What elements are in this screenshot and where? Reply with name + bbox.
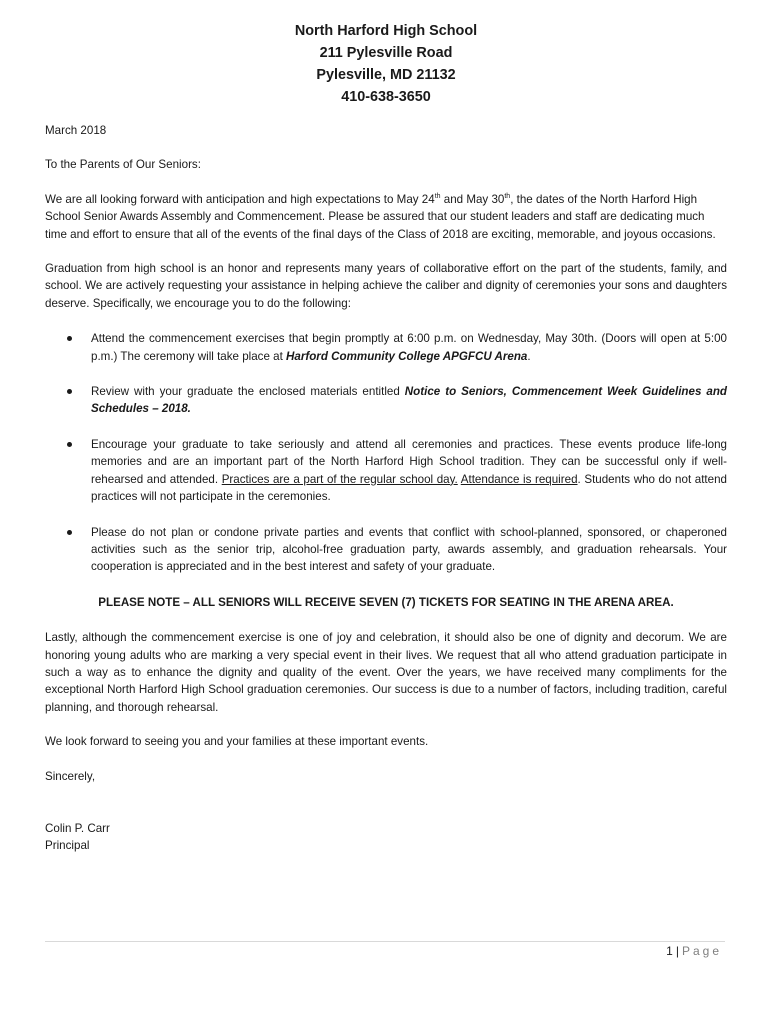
list-item: [45, 383, 727, 418]
intro-text-a: We are all looking forward with anticipation and high expectations to May 24: [45, 192, 435, 206]
request-list: [45, 330, 727, 575]
school-city: Pylesville, MD 21132: [316, 67, 456, 83]
school-street: 211 Pylesville Road: [319, 45, 453, 61]
intro-paragraph: [45, 191, 727, 243]
list-item: [45, 330, 727, 365]
intro-text-b: and May 30: [440, 192, 505, 206]
page-label: Page: [681, 944, 722, 958]
intro-sup-2: th: [504, 192, 511, 200]
signer-title: Principal: [45, 839, 90, 853]
school-name: North Harford High School: [294, 23, 478, 39]
bullet-4-text: Please do not plan or condone private parties and events that conflict with school-planned, sponsored, or chaperoned activities such as the senior trip, alcohol-free graduation party, awards assembly, and graduation rehearsals. Your cooperation is appreciated and in the best interest and safety of your graduate.: [91, 525, 727, 574]
letter-date: March 2018: [45, 124, 107, 137]
list-item: [45, 436, 727, 506]
signature-block: [45, 820, 727, 855]
school-phone: 410-638-3650: [341, 89, 431, 105]
page-footer: [666, 943, 722, 960]
bullet-icon: [67, 442, 72, 447]
signer-name: Colin P. Carr: [45, 821, 110, 835]
page-number: 1: [666, 944, 673, 958]
letter-page: [45, 20, 727, 855]
intro-text-c: , the dates of the North Harford High School Senior Awards Assembly and Commencement. Please be assured that our student leaders and staff are dedicating much time and effort to ensure that all of the events of the final days of the Class of 2018 are exciting, memorable, and joyous occasions.: [45, 192, 716, 241]
list-item: [45, 524, 727, 576]
bullet-3-underline-1: Practices are a part of the regular school day.: [221, 472, 458, 486]
bullet-3-end: . Students who do not attend practices will not participate in the ceremonies.: [91, 472, 727, 504]
footer-divider: [45, 941, 725, 942]
closing: Sincerely,: [45, 769, 96, 783]
bullet-1-end: .: [527, 349, 531, 363]
ticket-note: PLEASE NOTE – ALL SENIORS WILL RECEIVE SEVEN (7) TICKETS FOR SEATING IN THE ARENA AREA.: [98, 595, 674, 609]
bullet-1-venue: Harford Community College APGFCU Arena: [286, 349, 528, 363]
footer-separator: |: [675, 944, 679, 958]
bullet-2-title: Notice to Seniors, Commencement Week Guidelines and Schedules – 2018.: [91, 385, 727, 416]
bullet-icon: [67, 530, 72, 535]
look-forward-paragraph: We look forward to seeing you and your families at these important events.: [45, 735, 429, 749]
request-paragraph: Graduation from high school is an honor and represents many years of collaborative effort on the part of the students, family, and school. We are actively requesting your assistance in helping achieve the caliber and dignity of ceremonies your sons and daughters deserve. Specifically, we encourage you to do the following:: [45, 262, 727, 310]
bullet-3-text: Encourage your graduate to take seriously and attend all ceremonies and practices. These events produce life-long memories and are an important part of the North Harford High School tradition. They can be successful only if well-rehearsed and attended.: [91, 437, 727, 486]
bullet-icon: [67, 336, 72, 341]
letterhead: [45, 20, 727, 108]
salutation: To the Parents of Our Seniors:: [45, 158, 201, 172]
bullet-3-underline-2: Attendance is required: [460, 472, 578, 486]
bullet-1-text: Attend the commencement exercises that begin promptly at 6:00 p.m. on Wednesday, May 30th. (Doors will open at 5:00 p.m.) The ceremony will take place at: [91, 332, 727, 363]
bullet-icon: [67, 389, 72, 394]
bullet-2-text: Review with your graduate the enclosed materials entitled: [91, 385, 405, 399]
closing-paragraph: Lastly, although the commencement exercise is one of joy and celebration, it should also be one of dignity and decorum. We are honoring young adults who are marking a very special event in their lives. We request that all who attend graduation participate in such a way as to enhance the dignity and quality of the event. Over the years, we have received many compliments for the exceptional North Harford High School graduation ceremonies. Our success is due to a number of factors, including tradition, careful planning, and thorough rehearsal.: [45, 631, 727, 714]
intro-sup-1: th: [434, 192, 441, 200]
